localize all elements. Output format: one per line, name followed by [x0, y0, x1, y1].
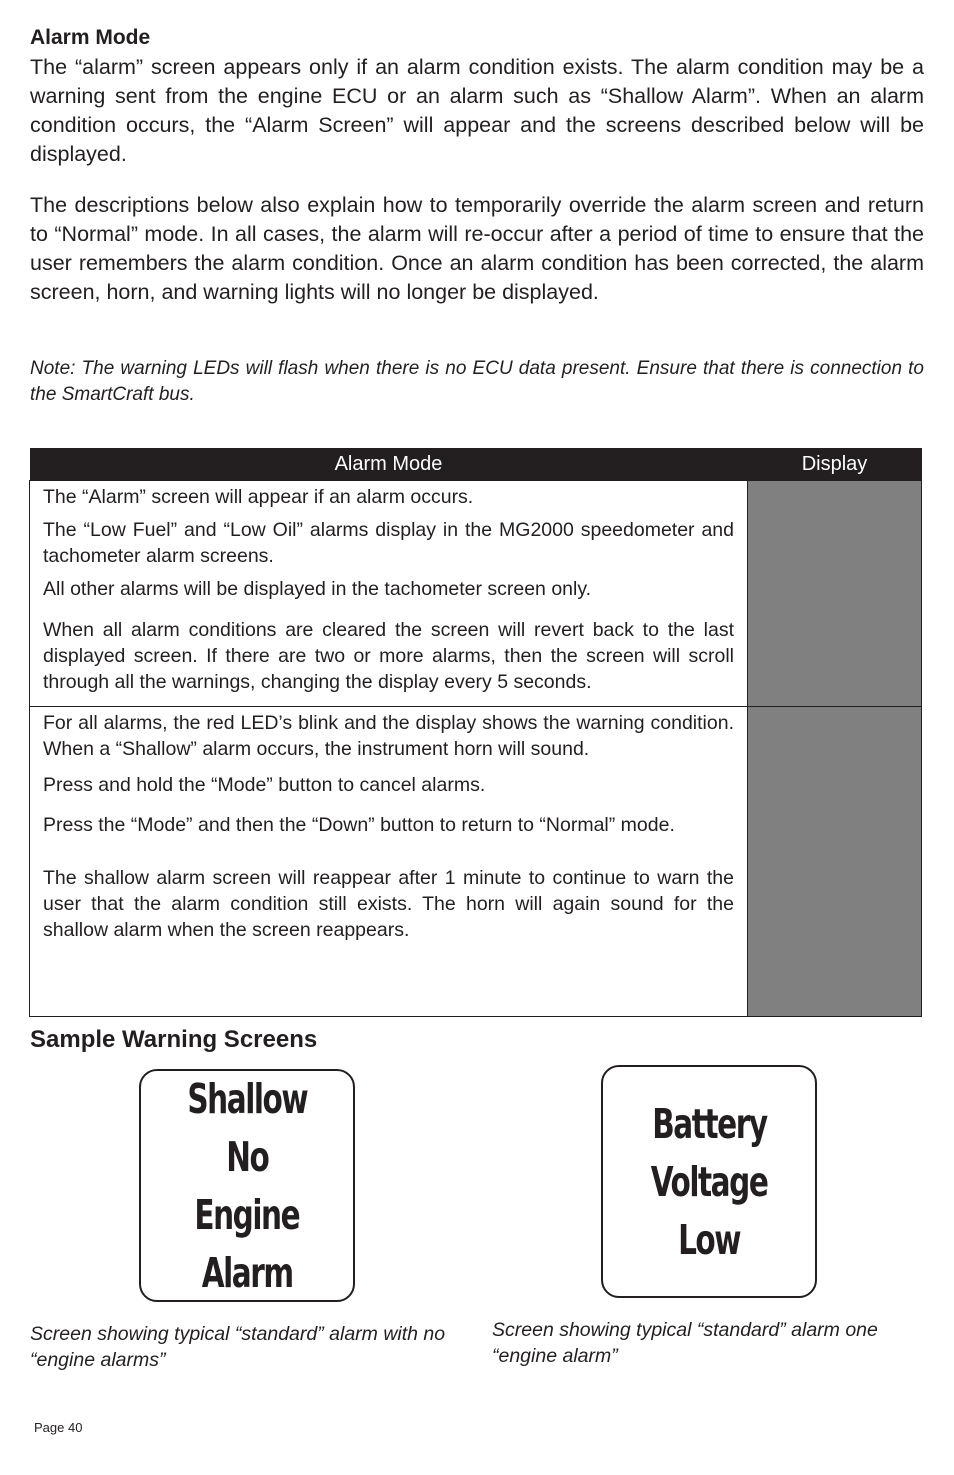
lcd-text-line: No	[225, 1132, 269, 1181]
row-text-line: When all alarm conditions are cleared the screen will revert back to the last displayed screen. If there are two or more alarms, then the screen will scroll through all the warnings, changing the display every 5 seconds.	[43, 619, 734, 693]
lcd-screen-battery-voltage	[601, 1065, 817, 1298]
row-text-line: The shallow alarm screen will reappear after 1 minute to continue to warn the user that the alarm condition still exists. The horn will again sound for the shallow alarm when the screen reappears.	[43, 867, 734, 941]
lcd-text-line: Engine	[194, 1190, 300, 1239]
intro-paragraph: The “alarm” screen appears only if an alarm condition exists. The alarm condition may be a warning sent from the engine ECU or an alarm such as “Shallow Alarm”. When an alarm condition occurs, the “Alarm Screen” will appear and the screens described below will be displayed.	[30, 55, 924, 166]
row-text-line: Press the “Mode” and then the “Down” button to return to “Normal” mode.	[43, 814, 675, 836]
override-paragraph: The descriptions below also explain how to temporarily override the alarm screen and return to “Normal” mode. In all cases, the alarm will re-occur after a period of time to ensure that the user remembers the alarm condition. Once an alarm condition has been corrected, the alarm screen, horn, and warning lights will no longer be displayed.	[30, 193, 924, 304]
alarm-mode-cell	[30, 481, 748, 707]
alarm-mode-cell	[30, 707, 748, 1017]
row-text-line: For all alarms, the red LED’s blink and the display shows the warning condition. When a “Shallow” alarm occurs, the instrument horn will sound.	[43, 712, 734, 760]
row-text-line: The “Low Fuel” and “Low Oil” alarms display in the MG2000 speedometer and tachometer alarm screens.	[43, 519, 734, 567]
note-text: Note: The warning LEDs will flash when there is no ECU data present. Ensure that there is connection to the SmartCraft bus.	[30, 358, 924, 405]
row-text-line: Press and hold the “Mode” button to cancel alarms.	[43, 774, 486, 796]
lcd-screen-shallow-alarm	[139, 1069, 355, 1302]
column-header-display: Display	[748, 448, 922, 481]
table-row	[30, 481, 922, 707]
sample-screens-heading: Sample Warning Screens	[30, 1026, 318, 1053]
table-header-row	[30, 448, 922, 481]
display-image-placeholder	[748, 707, 922, 1017]
display-image-placeholder	[748, 481, 922, 707]
page-number: Page 40	[34, 1420, 83, 1435]
lcd-text-line: Shallow	[187, 1074, 307, 1123]
row-text-line: The “Alarm” screen will appear if an alarm occurs.	[43, 486, 474, 508]
column-header-alarm-mode: Alarm Mode	[30, 448, 748, 481]
table-row	[30, 707, 922, 1017]
lcd-text-line: Voltage	[650, 1157, 768, 1206]
screen-caption: Screen showing typical “standard” alarm with no “engine alarms”	[30, 1323, 446, 1371]
lcd-text-line: Battery	[651, 1099, 767, 1148]
section-heading: Alarm Mode	[30, 26, 151, 49]
row-text-line: All other alarms will be displayed in the tachometer screen only.	[43, 578, 592, 600]
screen-caption: Screen showing typical “standard” alarm one “engine alarm”	[492, 1319, 878, 1367]
alarm-mode-table	[29, 448, 922, 1017]
lcd-text-line: Alarm	[201, 1248, 293, 1297]
lcd-text-line: Low	[677, 1215, 741, 1264]
